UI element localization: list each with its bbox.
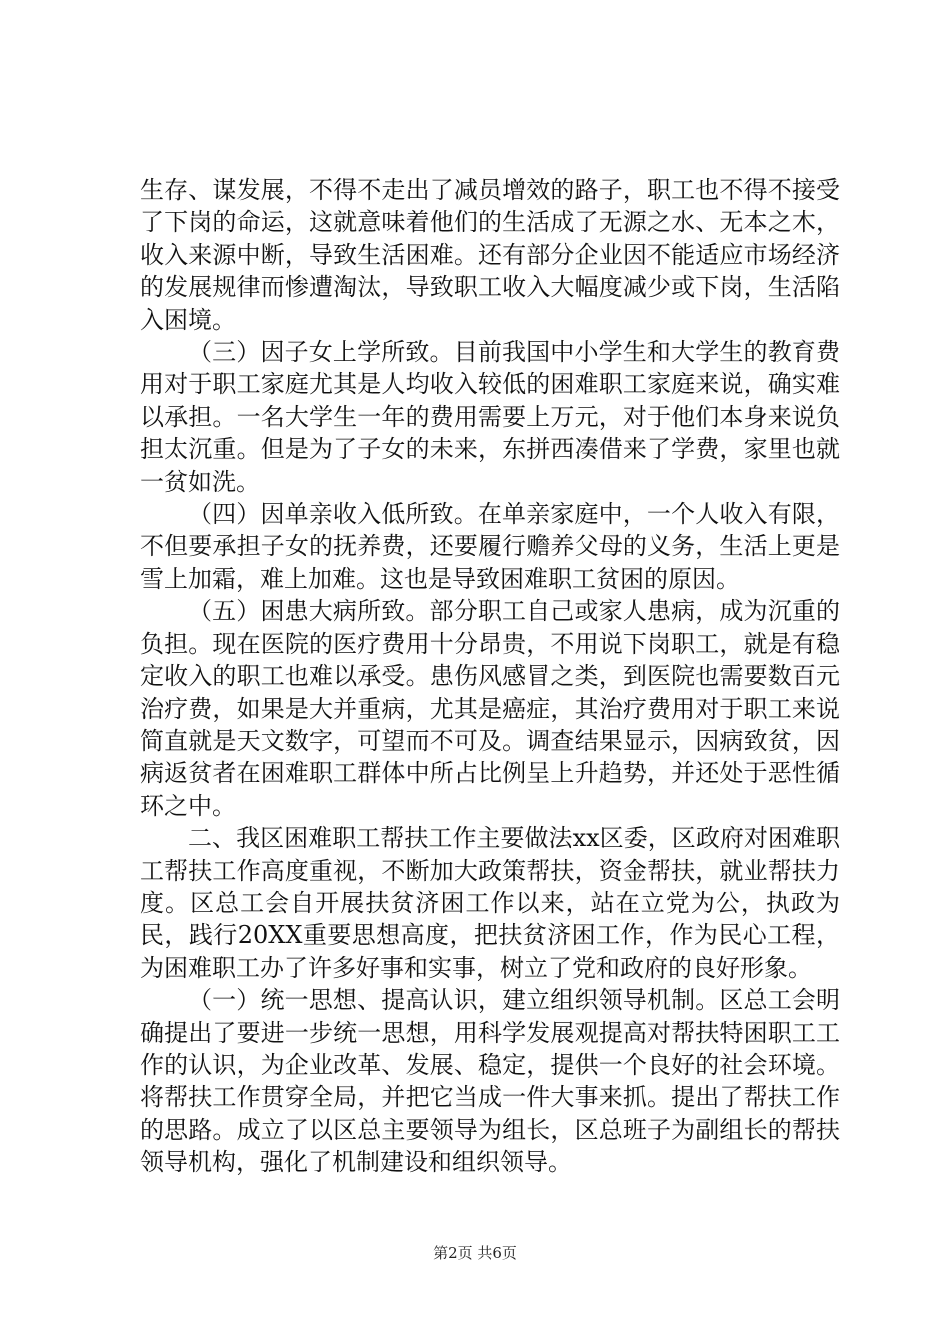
paragraph-serious-illness: （五）困患大病所致。部分职工自己或家人患病，成为沉重的负担。现在医院的医疗费用十分昂贵，不用说下岗职工，就是有稳定收入的职工也难以承受。患伤风感冒之类，到医院也需要数百元治疗费，如果是大并重病，尤其是癌症，其治疗费用对于职工来说简直就是天文数字，可望而不可及。调查结果显示，因病致贫，因病返贫者在困难职工群体中所占比例呈上升趋势，并还处于恶性循环之中。 — [140, 597, 840, 820]
paragraph-main-practices: 二、我区困难职工帮扶工作主要做法xx区委，区政府对困难职工帮扶工作高度重视，不断加大政策帮扶，资金帮扶，就业帮扶力度。区总工会自开展扶贫济困工作以来，站在立党为公，执政为民，践行20XX重要思想高度，把扶贫济困工作，作为民心工程，为困难职工办了许多好事和实事，树立了党和政府的良好形象。 — [140, 824, 840, 982]
paragraph-children-education: （三）因子女上学所致。目前我国中小学生和大学生的教育费用对于职工家庭尤其是人均收入较低的困难职工家庭来说，确实难以承担。一名大学生一年的费用需要上万元，对于他们本身来说负担太沉重。但是为了子女的未来，东拼西凑借来了学费，家里也就一贫如洗。 — [140, 338, 840, 496]
body-text — [140, 174, 840, 1179]
paragraph-unify-thinking: （一）统一思想、提高认识，建立组织领导机制。区总工会明确提出了要进一步统一思想，用科学发展观提高对帮扶特困职工工作的认识，为企业改革、发展、稳定，提供一个良好的社会环境。将帮扶工作贯穿全局，并把它当成一件大事来抓。提出了帮扶工作的思路。成立了以区总主要领导为组长，区总班子为副组长的帮扶领导机构，强化了机制建设和组织领导。 — [140, 986, 840, 1177]
paragraph-single-parent: （四）因单亲收入低所致。在单亲家庭中，一个人收入有限，不但要承担子女的抚养费，还要履行赡养父母的义务，生活上更是雪上加霜，难上加难。这也是导致困难职工贫困的原因。 — [140, 500, 840, 593]
paragraph-continuation: 生存、谋发展，不得不走出了减员增效的路子，职工也不得不接受了下岗的命运，这就意味着他们的生活成了无源之水、无本之木，收入来源中断，导致生活困难。还有部分企业因不能适应市场经济的发展规律而惨遭淘汰，导致职工收入大幅度减少或下岗，生活陷入困境。 — [140, 176, 840, 334]
page-footer: 第2页 共6页 — [433, 1244, 517, 1262]
